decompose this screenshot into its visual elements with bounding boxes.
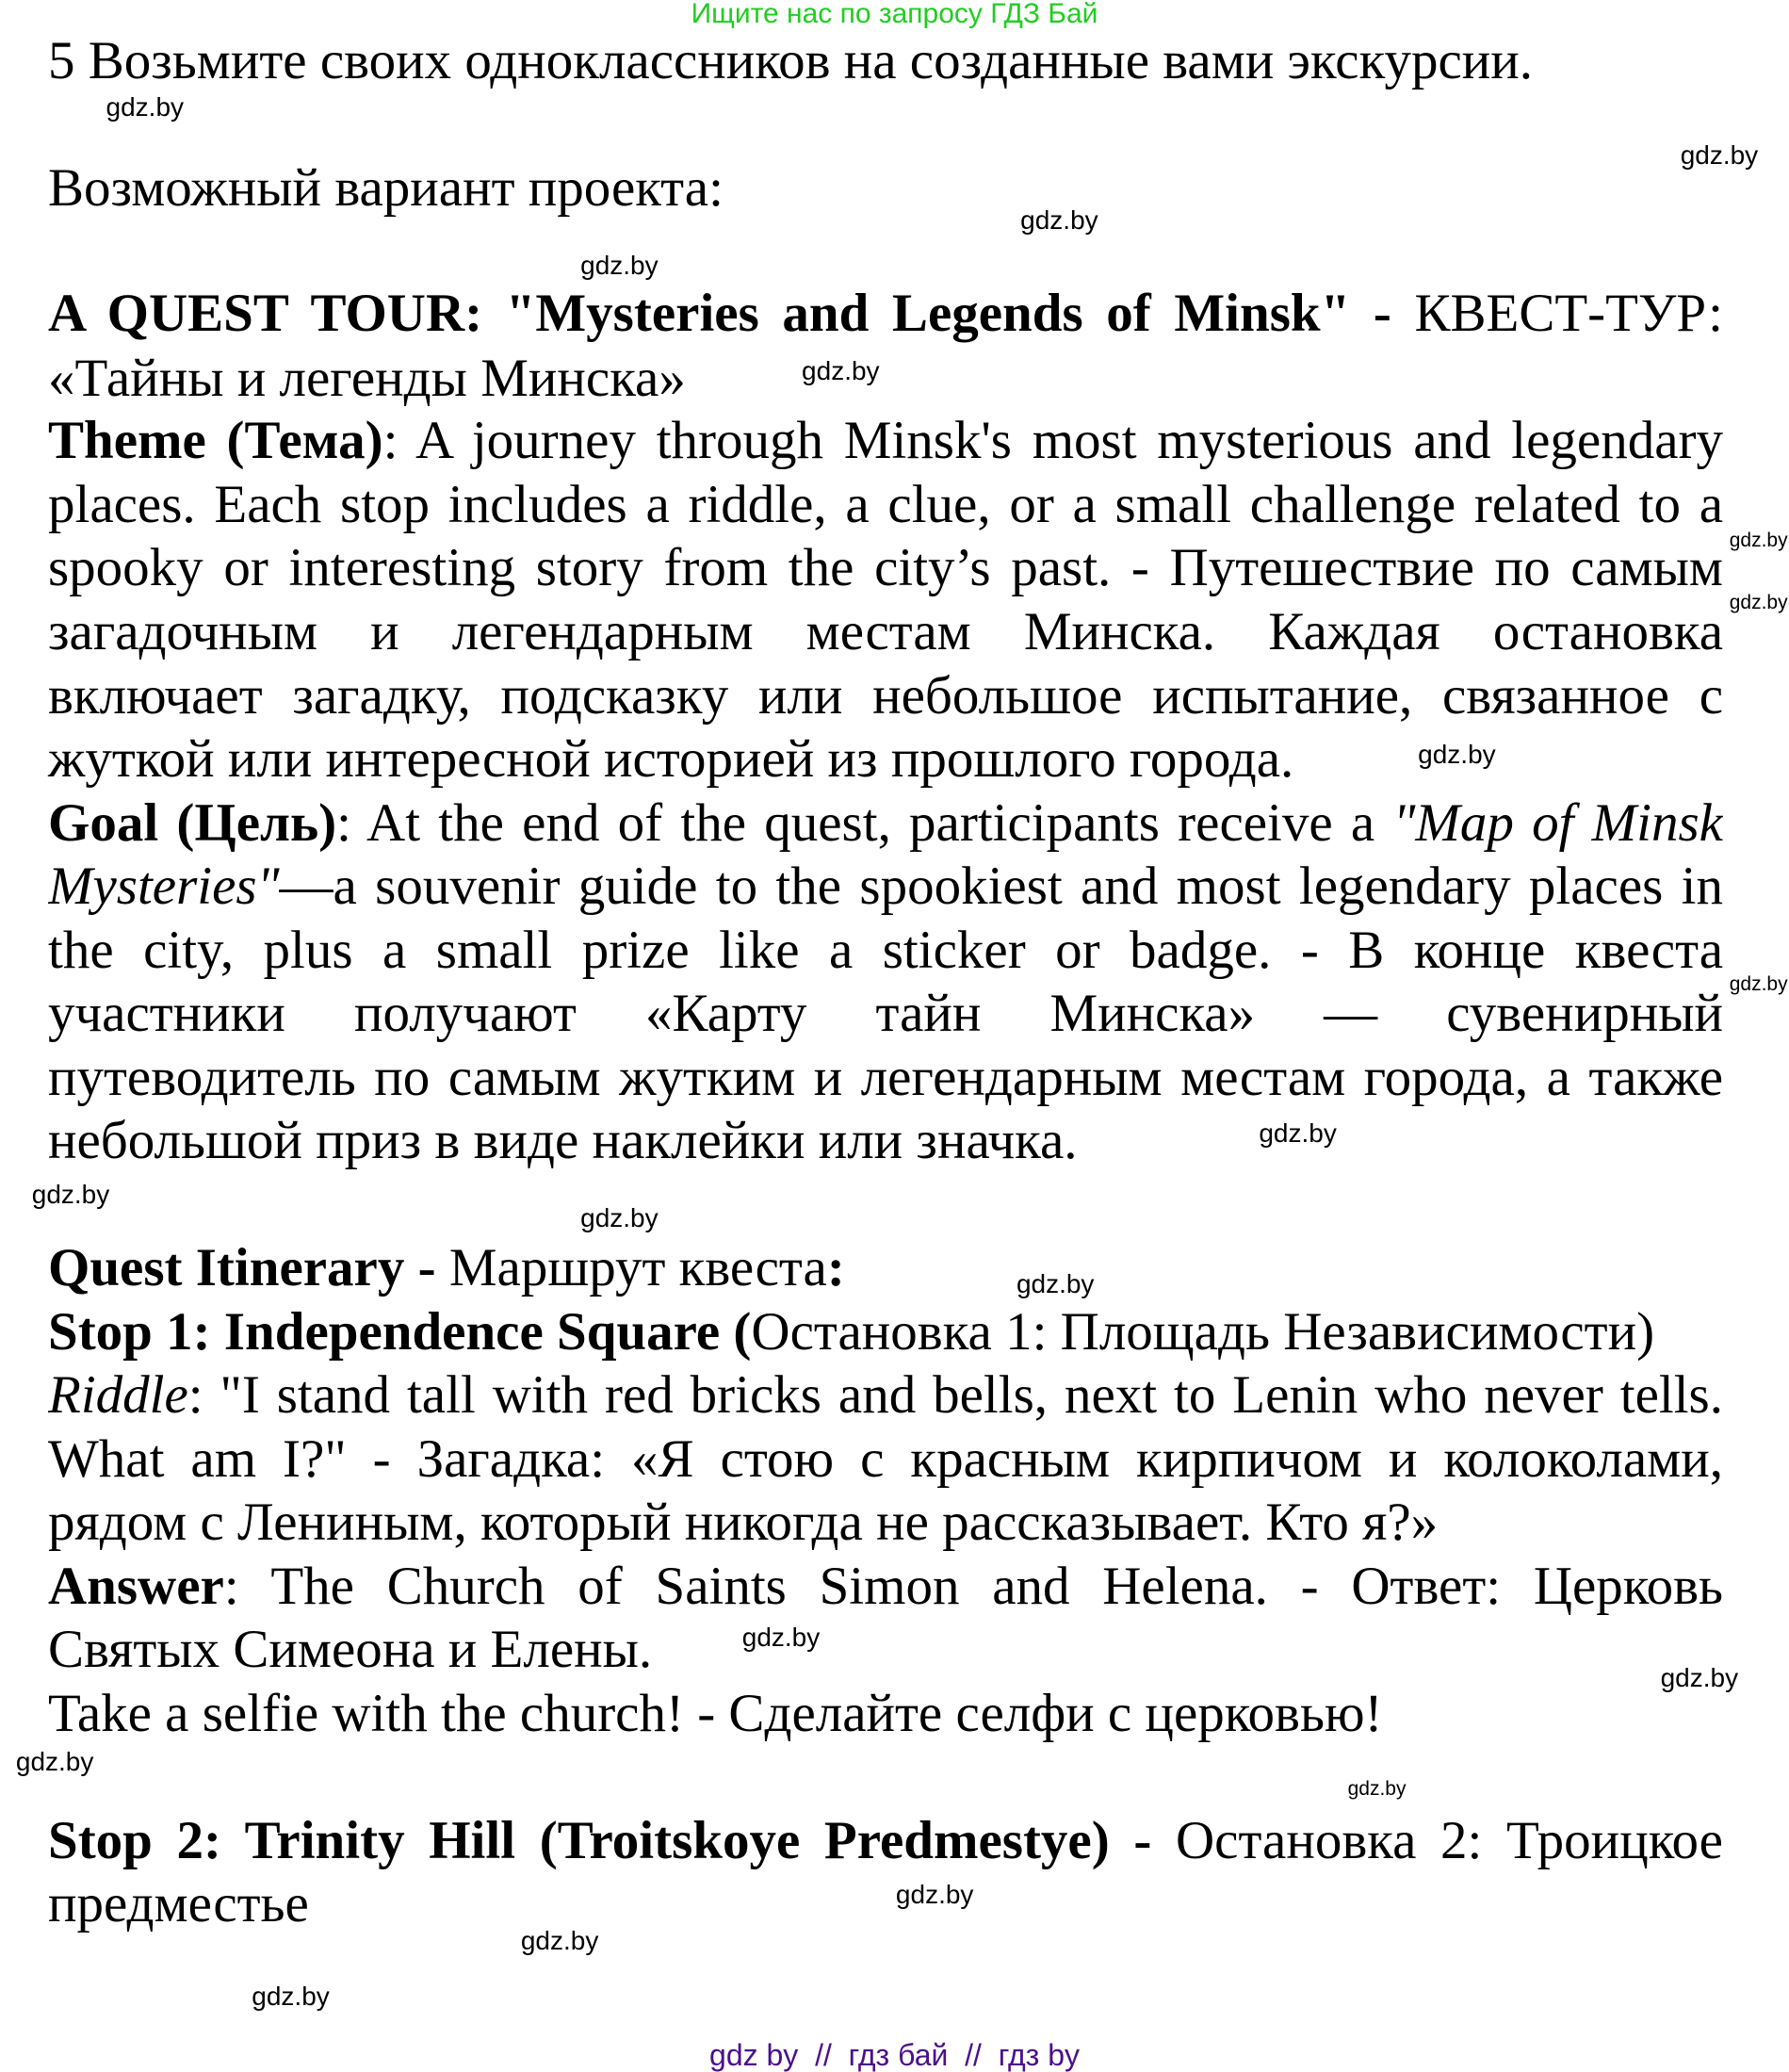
text-line xyxy=(48,538,1723,598)
text: Остановка 2: Троицкое xyxy=(1151,1810,1723,1870)
text-line xyxy=(48,1493,1438,1553)
bold-text: : xyxy=(826,1238,845,1298)
watermark: gdz.by xyxy=(1729,973,1788,996)
text-line xyxy=(48,1874,309,1934)
watermark: gdz.by xyxy=(1016,1269,1095,1299)
text: рядом с Лениным, который никогда не рассказывает. Кто я?» xyxy=(48,1493,1439,1553)
text: Take a selfie with the church! - Сделайте селфи с церковью! xyxy=(48,1683,1383,1743)
watermark: gdz.by xyxy=(741,1622,821,1652)
text: : The Church of Saints Simon and Helena. - Ответ: Церковь xyxy=(223,1556,1723,1616)
text: участники получают «Карту тайн Минска» — сувенирный xyxy=(48,984,1723,1044)
text: What am I?" - Загадка: «Я стою с красным кирпичом и колоколами, xyxy=(48,1428,1723,1489)
watermark: gdz.by xyxy=(1660,1663,1739,1693)
text-line xyxy=(48,1557,1723,1617)
text-line xyxy=(48,729,1293,790)
text: 5 Возьмите своих одноклассников на созданные вами экскурсии. xyxy=(48,30,1534,90)
text: включает загадку, подсказку или небольшое испытание, связанное с xyxy=(48,665,1723,726)
watermark: gdz.by xyxy=(802,356,880,386)
text-line xyxy=(48,666,1723,726)
italic-text: Mysteries" xyxy=(48,857,280,917)
text: КВЕСТ-ТУР: xyxy=(1391,284,1723,344)
watermark: gdz.by xyxy=(31,1179,110,1209)
text: : At the end of the quest, participants receive a xyxy=(336,792,1393,853)
text: небольшой приз в виде наклейки или значка. xyxy=(48,1111,1078,1171)
watermark: gdz.by xyxy=(1347,1778,1407,1801)
text: Маршрут квеста xyxy=(435,1238,827,1298)
bold-text: Answer xyxy=(48,1556,224,1616)
text-line xyxy=(48,1429,1723,1490)
watermark: gdz.by xyxy=(106,92,185,122)
watermark: gdz.by xyxy=(580,250,659,280)
text: the city, plus a small prize like a sticker or badge. - В конце квеста xyxy=(48,920,1723,980)
text-line xyxy=(48,1811,1723,1871)
text-line xyxy=(48,1620,652,1680)
text-line xyxy=(48,1111,1078,1171)
text-line xyxy=(48,475,1723,535)
text-line xyxy=(48,602,1723,662)
watermark: gdz.by xyxy=(1680,139,1759,170)
text-line xyxy=(48,284,1723,344)
text-line xyxy=(48,857,1723,917)
watermark: gdz.by xyxy=(1020,204,1098,235)
watermark: gdz.by xyxy=(1729,529,1788,551)
text: предместье xyxy=(48,1874,309,1934)
bold-text: Goal (Цель) xyxy=(48,792,337,853)
watermark: gdz.by xyxy=(1418,739,1496,769)
text-line xyxy=(48,984,1723,1044)
text-line xyxy=(48,793,1723,854)
text: загадочным и легендарным местам Минска. Каждая остановка xyxy=(48,601,1723,661)
watermark: gdz.by xyxy=(1259,1118,1337,1149)
text: : "I stand tall with red bricks and bells, next to Lenin who never tells. xyxy=(187,1365,1723,1426)
text: «Тайны и легенды Минска» xyxy=(48,349,686,409)
watermark: gdz.by xyxy=(520,1925,599,1955)
bold-text: Quest Itinerary - xyxy=(48,1238,436,1298)
watermark: gdz.by xyxy=(15,1746,94,1776)
italic-text: Riddle xyxy=(48,1365,188,1426)
top-banner: Ищите нас по запросу ГДЗ Бай xyxy=(691,0,1098,29)
text-line xyxy=(48,31,1533,91)
bold-text: Theme (Тема) xyxy=(48,411,383,471)
watermark: gdz.by xyxy=(895,1879,974,1909)
italic-text: "Map of Minsk xyxy=(1392,792,1723,853)
text-line xyxy=(48,1302,1654,1362)
text-line xyxy=(48,1365,1723,1426)
text: places. Each stop includes a riddle, a clue, or a small challenge related to a xyxy=(48,474,1723,534)
bold-text: Stop 2: Trinity Hill (Troitskoye Predmestye) - xyxy=(48,1810,1152,1870)
text-line xyxy=(48,1238,845,1298)
bottom-banner: gdz by // гдз бай // гдз by xyxy=(709,2038,1080,2072)
watermark: gdz.by xyxy=(580,1203,659,1233)
text: : A journey through Minsk's most mysterious and legendary xyxy=(382,411,1723,471)
bold-text: Stop 1: Independence Square ( xyxy=(48,1301,752,1362)
text: путеводитель по самым жутким и легендарным местам города, а также xyxy=(48,1047,1723,1107)
text-line xyxy=(48,1048,1723,1108)
text: —a souvenir guide to the spookiest and most legendary places in xyxy=(279,857,1723,917)
text-line xyxy=(48,1684,1383,1744)
watermark: gdz.by xyxy=(252,1981,330,2011)
text: Святых Симеона и Елены. xyxy=(48,1620,653,1680)
watermark: gdz.by xyxy=(1729,592,1788,614)
text: жуткой или интересной историей из прошлого города. xyxy=(48,729,1294,790)
bold-text: A QUEST TOUR: "Mysteries and Legends of Minsk" - xyxy=(48,284,1391,344)
text: spooky or interesting story from the city’s past. - Путешествие по самым xyxy=(48,538,1723,598)
text-line xyxy=(48,349,686,409)
text-line xyxy=(48,158,724,219)
text: Остановка 1: Площадь Независимости) xyxy=(751,1301,1655,1362)
text: Возможный вариант проекта: xyxy=(48,157,724,218)
text-line xyxy=(48,921,1723,981)
text-line xyxy=(48,411,1723,471)
